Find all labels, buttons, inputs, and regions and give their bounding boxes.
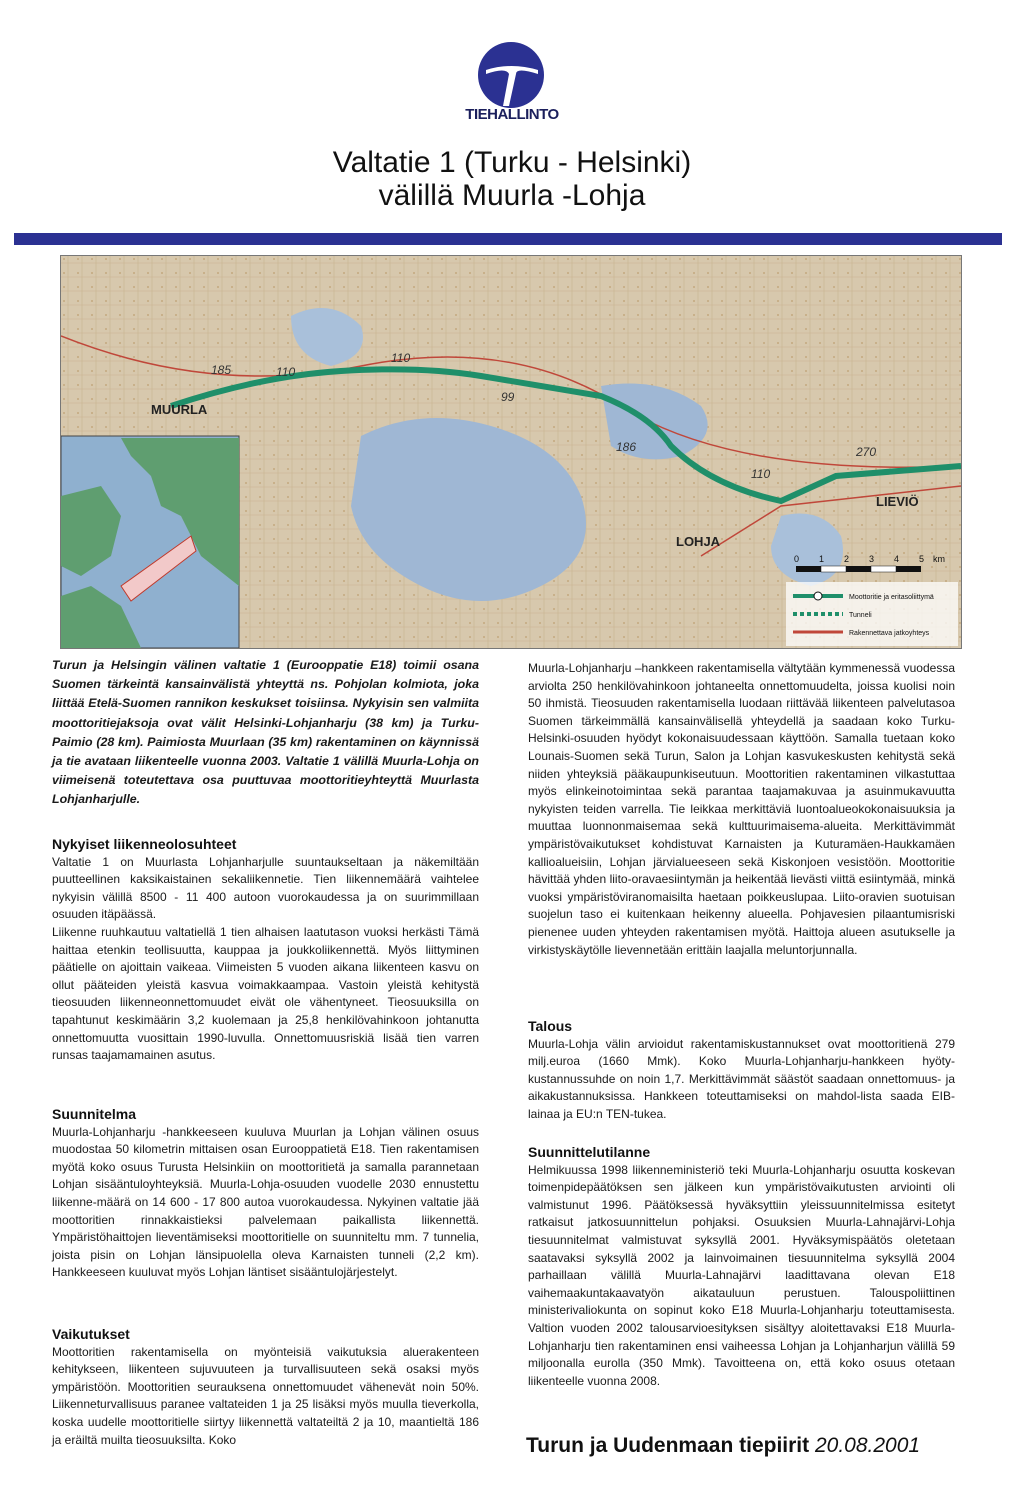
section-heading: Suunnitelma <box>52 1106 137 1122</box>
section-paragraph: Moottoritien rakentamisella on myönteisiä vaikutuksia aluerakenteen kehitykseen, liikenteen sujuvuuteen ja turvallisuuteen sekä osaksi myös ympäristöön. Moottoritien seurauksena onnettomuudet vähenevät noin 50%. Liikenneturvallisuus paranee valtateiden 1 ja 25 lisäksi myös muulla tieverkolla, koska uudelle moottoritielle siirtyy liikennettä valtateiltä 2 ja 10, maantieltä 186 ja eräiltä muilta tieosuuksilta. Koko <box>52 1344 479 1447</box>
road-number-label: 185 <box>211 363 232 377</box>
section-heading: Nykyiset liikenneolosuhteet <box>52 836 237 852</box>
section-suunnittelutilanne <box>528 1144 955 1390</box>
section-paragraph: Muurla-Lohjanharju -hankkeeseen kuuluva Muurlan ja Lohjan välinen osuus muodostaa 50 kilometrin mittaisen osan Eurooppatietä E18. Tien rakentamisen myötä koko osuus Turusta Helsinkiin on moottoritietä ja samalla parannetaan Lohjan sisääntuloyhteyksiä. Muurla-Lohja-osuuden vuodelle 2030 ennustettu liikenne-määrä on 14 600 - 17 800 autoa vuorokaudessa. Nykyinen valtatie jää moottoritien rinnakkaistieksi palvelemaan paikallista liikennettä. Ympäristöhaittojen lieventämiseksi moottoritielle on suunniteltu mm. 7 tunnelia, joista pisin on Lohjan länsipuolella oleva Karnaisten tunneli (2,2 km). Hankkeeseen kuuluvat myös Lohjan läntiset sisääntulojärjestelyt. <box>52 1124 479 1280</box>
road-number-label: 186 <box>616 440 637 454</box>
section-heading: Vaikutukset <box>52 1326 130 1342</box>
section-paragraph: Valtatie 1 on Muurlasta Lohjanharjulle suuntaukseltaan ja näkemiltään puutteellinen kaksikaistainen sekaliikennetie. Tien liikennemäärä vaihtelee nykyisin välillä 8500 - 11 400 autoon vuorokaudessa ja on suurimmillaan osuuden itäpäässä. <box>52 854 479 922</box>
route-map <box>60 255 962 649</box>
section-suunnitelma <box>52 1106 479 1282</box>
section-heading: Suunnittelutilanne <box>528 1144 651 1160</box>
legend-label: Rakennettava jatkoyhteys <box>849 630 930 637</box>
inset-map <box>61 436 239 648</box>
section-vaikutukset <box>52 1326 479 1449</box>
section-nykyiset <box>52 836 479 1065</box>
road-number-label: 110 <box>391 351 411 365</box>
map-legend <box>786 582 958 646</box>
right-column-continuation <box>528 660 955 959</box>
section-talous <box>528 1018 955 1124</box>
map-place-label: LIEVIÖ <box>876 494 919 509</box>
scale-label: 3 <box>869 554 875 564</box>
title-line-2: välillä Muurla -Lohja <box>378 179 646 212</box>
section-heading: Talous <box>528 1018 573 1034</box>
page-title <box>200 146 824 212</box>
header-rule <box>14 233 1002 245</box>
legend-label: Moottoritie ja eritasoliittymä <box>849 594 934 601</box>
road-number-label: 99 <box>501 390 515 404</box>
section-paragraph: Muurla-Lohja välin arvioidut rakentamiskustannukset ovat moottoritienä 279 milj.euroa (1660 Mmk). Koko Muurla-Lohjanharju-hankkeen hyöty-kustannussuhde on noin 1,7. Merkittävimmät säästöt saadaan onnettomuus- ja aikakustannuksissa. Hankkeen toteuttamiseksi on mahdol-lista saada EIB-lainaa ja EU:n TEN-tukea. <box>528 1036 955 1121</box>
road-number-label: 270 <box>856 445 877 459</box>
road-number-label: 110 <box>751 467 771 481</box>
map-place-label: MUURLA <box>151 402 208 417</box>
scale-label: 1 <box>819 554 825 564</box>
left-column <box>52 656 479 810</box>
footer-org: Turun ja Uudenmaan tiepiirit <box>526 1434 810 1457</box>
scale-label: 5 <box>919 554 925 564</box>
map-place-label: LOHJA <box>676 534 721 549</box>
scale-label: km <box>933 554 945 564</box>
section-paragraph: Muurla-Lohjanharju –hankkeen rakentamisella vältytään kymmenessä vuodessa arviolta 250 henkilövahinkoon johtaneelta onnettomuudelta, joissa kuolisi noin 50 ihmistä. Tieosuuden rakentamisella luodaan riittävää liikenteen palvelutasoa Suomen tärkeimmällä kansainvälisellä yhteydellä ja saadaan koko Turku-Helsinki-osuuden hyödyt kokonaisuudessaan käyttöön. Samalla tuetaan koko Lounais-Suomen sekä Turun, Salon ja Lohjan kasvukeskusten kehitystä sekä niiden yhteyksiä pääkaupunkiseutuun. Moottoritien rakentaminen vilkastuttaa myös elinkeinotoimintaa sekä parantaa taajamakuvaa ja asuinmukavuutta nykyisten teiden varrella. Tie leikkaa merkittäviä luontoalueokokonaisuuksia ja muuttaa luonnonmaisemaa sekä kulttuurimaisema-alueita. Merkittävimmät ympäristövaikutukset kohdistuvat Karnaisten ja Kuturamäen-Haukkamäen kallioalueisiin, Lohjan järvialueeseen sekä Kiskonjoen vesistöön. Moottoritie hävittää yhden liito-oravaesiintymän ja heikentää lievästi viittä esiintymää, minkä vuoksi ympäristöviranomaisilta haetaan poikkeuslupaa. Liito-oravien suotuisan suojelun taso ei kuitenkaan heikenny alueella. Pohjavesien pilaantumisriski pienenee uuden yhteyden rakentamisen myötä. Haittoja alueen asutukselle ja virkistyskäytölle lievennetään erittäin laajalla meluntorjunnalla. <box>528 661 955 957</box>
title-line-1: Valtatie 1 (Turku - Helsinki) <box>332 146 692 179</box>
org-name: TIEHALLINTO <box>465 106 559 123</box>
scale-label: 0 <box>794 554 800 564</box>
section-paragraph: Helmikuussa 1998 liikenneministeriö teki Muurla-Lohjanharju osuutta koskevan toimenpidepäätöksen sen jälkeen kun ympäristövaikutusten arviointi oli valmistunut 1996. Päätöksessä hyväksyttiin yleissuunnitelmissa esitetyt ratkaisut jatkosuunnittelun pohjaksi. Osuuksien Muurla-Lahnajärvi-Lohja tiesuunnitelmat valmistuvat syksyllä 2001. Hyväksymispäätös oletetaan saatavaksi syksyllä 2002 ja lainvoimainen tiesuunnitelma syksyllä 2004 parhaillaan välillä Muurla-Lahnajärvi laadittavana olevan E18 vaihemaakuntakaavatyön aikatauluun perustuen. Talouspoliittinen ministerivaliokunta on sopinut koko E18 Muurla-Lohjanharju toteuttamisesta. Valtion vuoden 2002 talousarvioesityksen sisältyy aloitettavaksi E18 Muurla-Lohjanharju tien rakentaminen ensi vaiheessa Lohjan ja Lohjanharjun välillä 59 miljoonalla eurolla (350 Mmk). Tavoitteena on, että koko osuus otetaan liikenteelle vuonna 2008. <box>528 1162 955 1388</box>
footer-date: 20.08.2001 <box>814 1434 921 1457</box>
section-paragraph: Liikenne ruuhkautuu valtatiellä 1 tien alhaisen laatutason vuoksi herkästi Tämä haittaa etenkin teollisuutta, kauppaa ja joukkoliikennettä. Myös liittyminen päätielle on ajoittain vaikeaa. Viimeisten 5 vuoden aikana liikenteen kasvu on ollut pääteiden yleistä kasvua voimakkaampaa. Vastoin yleistä kehitystä tieosuuden liikenneonnettomuudet eivät ole vähentyneet. Tieosuuksilla on tapahtunut keskimäärin 3,2 kuolemaan ja 25,8 henkilövahinkoon johtanutta onnettomuutta vuosittain 1990-luvulla. Onnettomuusriskiä lisää tien varren runsas taajamamainen asutus. <box>52 924 479 1063</box>
road-number-label: 110 <box>276 365 296 379</box>
intro-paragraph: Turun ja Helsingin välinen valtatie 1 (Eurooppatie E18) toimii osana Suomen tärkeintä kansainvälistä yhteyttä ns. Pohjolan kolmiota, joka liittää Etelä-Suomen rannikon keskukset toisiinsa. Nykyisin sen valmiita moottoritiejaksoja ovat välit Helsinki-Lohjanharju (38 km) ja Turku-Paimio (28 km). Paimiosta Muurlaan (35 km) rakentaminen on käynnissä ja tie avataan liikenteelle vuonna 2003. Valtatie 1 välillä Muurla-Lohja on viimeisenä toteutettava osa puuttuvaa moottoritieyhteyttä Muurlasta Lohjanharjulle. <box>52 658 479 807</box>
tiehallinto-logo <box>476 40 546 110</box>
footer-signature <box>526 1434 920 1458</box>
scale-label: 2 <box>844 554 850 564</box>
legend-label: Tunneli <box>849 612 872 619</box>
scale-label: 4 <box>894 554 900 564</box>
